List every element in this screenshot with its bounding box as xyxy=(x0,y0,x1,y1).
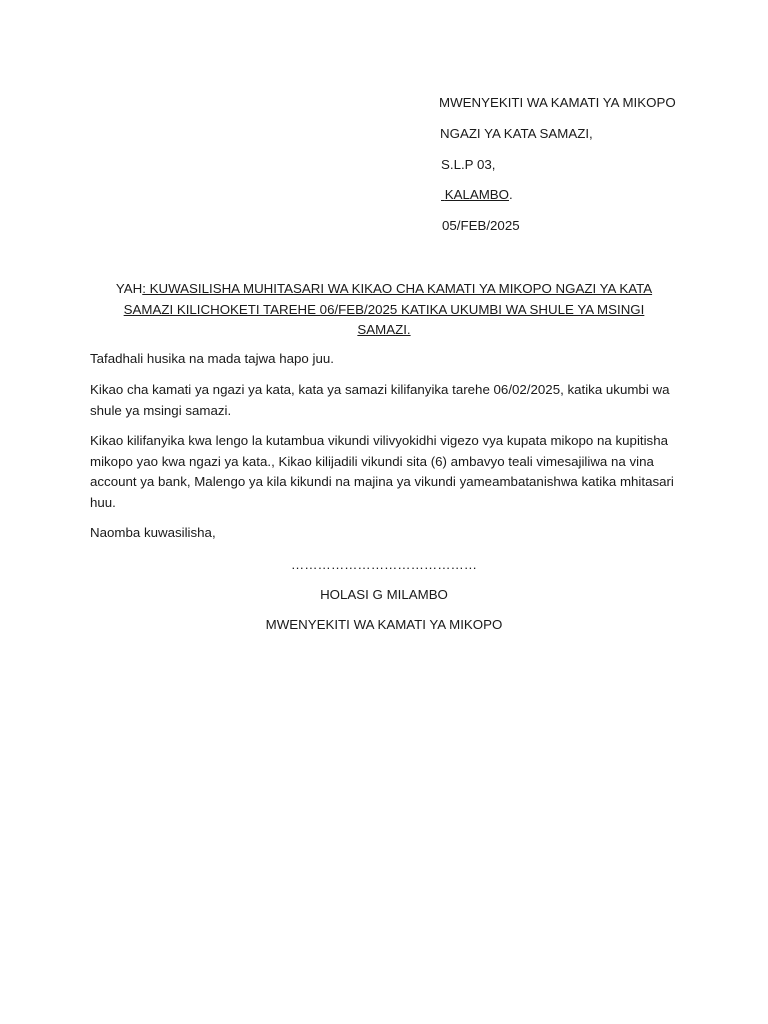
sender-title: MWENYEKITI WA KAMATI YA MIKOPO xyxy=(439,95,676,110)
signature-dots: …………………………………… xyxy=(290,557,478,572)
letter-date: 05/FEB/2025 xyxy=(442,218,520,233)
signatory-name: HOLASI G MILAMBO xyxy=(320,587,448,602)
sender-place xyxy=(441,187,513,203)
signatory-title: MWENYEKITI WA KAMATI YA MIKOPO xyxy=(265,617,503,632)
subject-line xyxy=(100,279,668,341)
body-paragraph-1: Tafadhali husika na mada tajwa hapo juu. xyxy=(90,351,334,366)
subject-prefix: YAH xyxy=(115,281,143,296)
sender-office: NGAZI YA KATA SAMAZI, xyxy=(440,126,593,141)
sender-po-box: S.L.P 03, xyxy=(441,157,496,172)
subject-text: : KUWASILISHA MUHITASARI WA KIKAO CHA KAMATI YA MIKOPO NGAZI YA KATA SAMAZI KILICHOKETI TAREHE 06/FEB/2025 KATIKA UKUMBI WA SHULE YA MSINGI SAMAZI. xyxy=(123,281,653,337)
sender-place-name: KALAMBO xyxy=(444,187,509,202)
body-paragraph-2: Kikao cha kamati ya ngazi ya kata, kata ya samazi kilifanyika tarehe 06/02/2025, katika ukumbi wa shule ya msingi samazi. xyxy=(90,382,670,418)
closing-line: Naomba kuwasilisha, xyxy=(90,525,216,540)
sender-place-punct: . xyxy=(509,187,513,202)
body-paragraph-3: Kikao kilifanyika kwa lengo la kutambua vikundi vilivyokidhi vigezo vya kupata mikopo na kupitisha mikopo yao kwa ngazi ya kata., Kikao kilijadili vikundi sita (6) ambavyo teali vimesajiliwa na vina account ya bank, Malengo ya kila kikundi na majina ya vikundi yameambatanishwa katika mhitasari huu. xyxy=(90,433,674,510)
